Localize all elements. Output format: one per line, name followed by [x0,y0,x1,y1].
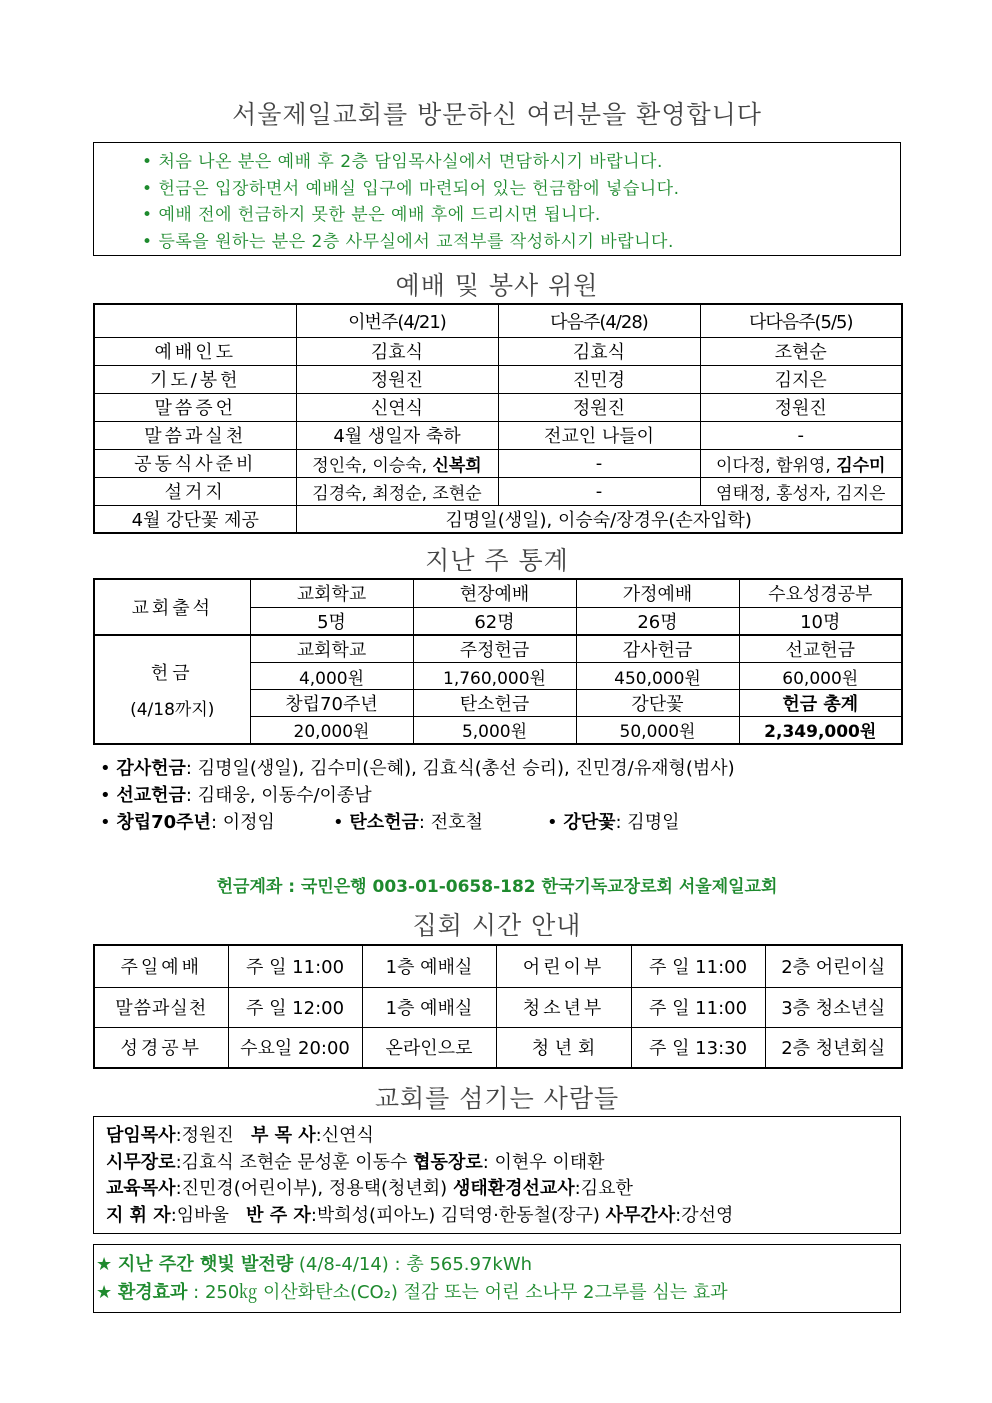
header-cell: 수요성경공부 [739,579,902,607]
table-cell: - [498,477,700,505]
header-cell: 주정헌금 [413,635,576,663]
table-cell: 10명 [739,607,902,635]
table-row [94,945,902,987]
row-label: 공동식사준비 [94,449,296,477]
thanks-donors: • 감사헌금: 김명일(생일), 김수미(은혜), 김효식(총선 승리), 진민경/유재형(범사) [100,758,735,779]
staff-role: 지 휘 자 [106,1204,171,1226]
table-cell: 염태정, 홍성자, 김지은 [700,477,902,505]
table-cell: 60,000원 [739,663,902,690]
staff-value: : 이현우 이태환 [482,1151,605,1173]
anniv-value: : 이정임 [210,812,275,833]
carbon-label: 탄소헌금 [349,812,419,833]
cell-text: 정인숙, 이승숙, [312,455,433,476]
meeting-time: 주 일 11:00 [631,987,765,1027]
table-row [94,393,902,421]
staff-value: :임바울 [170,1204,229,1226]
table-row [94,579,902,607]
table-row [94,505,902,533]
cell-text-bold: 신복희 [432,455,482,476]
notice-box [93,142,901,256]
staff-line [106,1123,900,1150]
notice-text: 처음 나온 분은 예배 후 2층 담임목사실에서 면담하시기 바랍니다. [158,152,663,172]
energy-value: (4/8-4/14) : 총 565.97kWh [293,1254,533,1275]
flower-value: : 김명일 [615,812,680,833]
meeting-time: 수요일 20:00 [228,1027,362,1068]
table-cell: 전교인 나들이 [498,421,700,449]
offering-date: (4/18까지) [130,699,215,720]
header-cell: 이번주(4/21) [296,304,498,337]
meeting-name: 어린이부 [496,945,631,987]
header-cell [94,304,296,337]
table-row [94,304,902,337]
staff-role: 생태환경선교사 [452,1178,575,1199]
energy-label: 환경효과 [117,1282,188,1303]
table-cell: 정원진 [498,393,700,421]
table-cell: 진민경 [498,365,700,393]
service-table [93,303,903,534]
header-cell: 탄소헌금 [413,690,576,717]
table-cell: 5명 [250,607,413,635]
row-label: 설거지 [94,477,296,505]
stats-title: 지난 주 통계 [425,546,569,575]
staff-role: 협동장로 [413,1151,483,1173]
notice-line [142,149,900,176]
meeting-time: 주 일 11:00 [228,945,362,987]
table-cell: 450,000원 [576,663,739,690]
notice-text: 헌금은 입장하면서 예배실 입구에 마련되어 있는 헌금함에 넣습니다. [158,178,680,199]
thanks-label: 감사헌금 [116,758,186,779]
staff-role: 교육목사 [106,1178,176,1199]
flower-donors: • 강단꽃: 김명일 [547,812,680,833]
anniv-label: 창립70주년 [116,812,211,833]
meeting-name: 주일예배 [94,945,228,987]
mission-value: : 김태웅, 이동수/이종남 [185,785,372,806]
table-row [94,421,902,449]
offering-label: 헌금 [150,662,194,684]
star-icon: ★ [96,1254,113,1275]
table-row [94,337,902,365]
table-cell: 김경숙, 최정순, 조현순 [296,477,498,505]
service-title: 예배 및 봉사 위원 [395,271,599,300]
table-cell: - [498,449,700,477]
row-label: 예배인도 [94,337,296,365]
meeting-place: 2층 어린이실 [765,945,902,987]
table-cell: 20,000원 [250,717,413,744]
staff-line [106,1150,900,1177]
table-cell: 김지은 [700,365,902,393]
anniv-donors: • 창립70주년: 이정임 [100,812,275,833]
table-cell [700,449,902,477]
table-row [94,449,902,477]
header-cell: 가정예배 [576,579,739,607]
table-row [94,635,902,663]
table-cell: 62명 [413,607,576,635]
header-cell: 감사헌금 [576,635,739,663]
staff-role: 부 목 사 [250,1125,316,1146]
staff-value: :김효식 조현순 문성훈 이동수 [175,1151,414,1173]
table-cell: 5,000원 [413,717,576,744]
bullet: • [142,178,153,199]
header-cell: 강단꽃 [576,690,739,717]
energy-line [96,1279,900,1307]
notice-line [142,176,900,203]
table-cell: 26명 [576,607,739,635]
table-row [94,1027,902,1068]
energy-label: 지난 주간 햇빛 발전량 [117,1254,294,1275]
meeting-time: 주 일 12:00 [228,987,362,1027]
table-cell: 4월 생일자 축하 [296,421,498,449]
staff-role: 시무장로 [106,1151,176,1173]
table-cell: 김명일(생일), 이승숙/장경우(손자입학) [296,505,902,533]
row-label: 말씀증언 [94,393,296,421]
energy-line [96,1251,900,1279]
meeting-place: 1층 예배실 [362,987,496,1027]
table-cell: - [700,421,902,449]
staff-title: 교회를 섬기는 사람들 [374,1084,620,1113]
energy-value: : 250㎏ 이산화탄소(CO₂) 절감 또는 어린 소나무 2그루를 심는 효과 [187,1282,728,1303]
meetings-title: 집회 시간 안내 [412,911,582,940]
header-cell: 헌금 총계 [739,690,902,717]
mission-label: 선교헌금 [116,785,186,806]
row-label: 말씀과실천 [94,421,296,449]
staff-role: 담임목사 [106,1125,176,1146]
meeting-name: 청소년부 [496,987,631,1027]
meeting-place: 2층 청년회실 [765,1027,902,1068]
notice-text: 등록을 원하는 분은 2층 사무실에서 교적부를 작성하시기 바랍니다. [158,231,674,252]
staff-role: 반 주 자 [246,1204,311,1226]
header-cell: 교회학교 [250,635,413,663]
meeting-name: 성경공부 [94,1027,228,1068]
bullet: • [142,205,153,225]
row-label [94,635,250,744]
row-label: 교회출석 [94,579,250,635]
stats-table [93,578,903,745]
bullet: • [142,152,153,172]
table-cell: 50,000원 [576,717,739,744]
notice-line [142,202,900,229]
table-cell: 신연식 [296,393,498,421]
table-cell: 2,349,000원 [739,717,902,744]
notice-text: 예배 전에 헌금하지 못한 분은 예배 후에 드리시면 됩니다. [158,205,601,225]
meeting-place: 3층 청소년실 [765,987,902,1027]
header-cell: 다음주(4/28) [498,304,700,337]
account-info: 헌금계좌 : 국민은행 003-01-0658-182 한국기독교장로회 서울제일교회 [216,877,778,897]
staff-value: :정원진 [175,1125,234,1146]
table-cell [296,449,498,477]
meeting-time: 주 일 13:30 [631,1027,765,1068]
header-cell: 현장예배 [413,579,576,607]
table-cell: 정원진 [296,365,498,393]
table-cell: 4,000원 [250,663,413,690]
bullet: • [142,231,153,252]
thanks-value: : 김명일(생일), 김수미(은혜), 김효식(총선 승리), 진민경/유재형(범사) [185,758,735,779]
table-cell: 김효식 [498,337,700,365]
header-cell: 다다음주(5/5) [700,304,902,337]
row-label: 4월 강단꽃 제공 [94,505,296,533]
staff-box [93,1116,901,1234]
welcome-title: 서울제일교회를 방문하신 여러분을 환영합니다 [232,100,762,129]
staff-line [106,1203,900,1230]
meetings-table [93,944,903,1069]
mission-donors: • 선교헌금: 김태웅, 이동수/이종남 [100,785,372,806]
meeting-place: 온라인으로 [362,1027,496,1068]
table-row [94,987,902,1027]
carbon-donors: • 탄소헌금: 전호철 [333,812,483,833]
staff-value: :박희성(피아노) 김덕영·한동철(장구) [310,1204,606,1226]
staff-line [106,1176,900,1203]
meeting-place: 1층 예배실 [362,945,496,987]
notice-line [142,229,900,256]
cell-text-bold: 김수미 [836,455,886,476]
staff-role: 사무간사 [605,1204,676,1226]
table-row [94,365,902,393]
meeting-name: 말씀과실천 [94,987,228,1027]
carbon-value: : 전호철 [418,812,483,833]
star-icon: ★ [96,1282,113,1303]
header-cell: 창립70주년 [250,690,413,717]
meeting-name: 청 년 회 [496,1027,631,1068]
staff-value: :강선영 [675,1204,734,1226]
cell-text: 이다정, 함위영, [716,455,837,476]
table-cell: 조현순 [700,337,902,365]
row-label: 기도/봉헌 [94,365,296,393]
table-row [94,477,902,505]
staff-value: :진민경(어린이부), 정용택(청년회) [175,1178,453,1199]
staff-value: :김요한 [574,1178,633,1199]
energy-box [93,1244,901,1313]
meeting-time: 주 일 11:00 [631,945,765,987]
header-cell: 교회학교 [250,579,413,607]
table-cell: 1,760,000원 [413,663,576,690]
flower-label: 강단꽃 [563,812,616,833]
staff-value: :신연식 [315,1125,374,1146]
header-cell: 선교헌금 [739,635,902,663]
table-cell: 정원진 [700,393,902,421]
table-cell: 김효식 [296,337,498,365]
